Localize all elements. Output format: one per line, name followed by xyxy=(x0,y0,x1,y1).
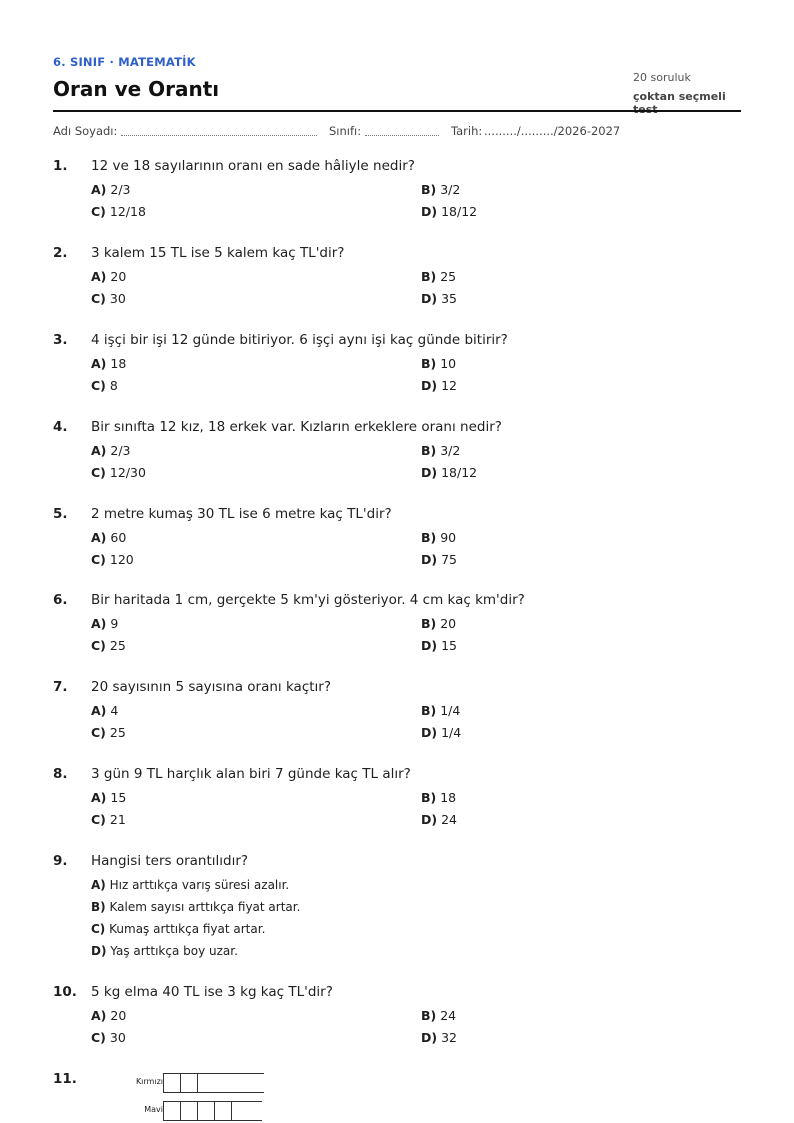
option-letter: C) xyxy=(91,291,106,306)
option-b[interactable] xyxy=(421,356,456,371)
question-count: 20 soruluk xyxy=(633,71,691,84)
option-letter: B) xyxy=(421,1008,437,1023)
option-b[interactable] xyxy=(91,900,300,914)
option-d[interactable] xyxy=(421,1030,457,1045)
option-letter: D) xyxy=(421,204,438,219)
option-text: 15 xyxy=(441,638,457,653)
option-letter: A) xyxy=(91,1008,107,1023)
question-text: 3 gün 9 TL harçlık alan biri 7 günde kaç TL alır? xyxy=(91,766,411,782)
question-text: 2 metre kumaş 30 TL ise 6 metre kaç TL'dir? xyxy=(91,506,392,522)
option-text: 20 xyxy=(110,1008,127,1023)
question-number: 6. xyxy=(53,592,68,608)
class-field[interactable] xyxy=(365,135,439,136)
option-d[interactable] xyxy=(421,378,457,393)
test-type: çoktan seçmeli xyxy=(633,90,726,103)
question-number: 11. xyxy=(53,1071,77,1087)
option-letter: A) xyxy=(91,530,107,545)
bar-cell xyxy=(164,1102,181,1120)
option-text: 3/2 xyxy=(440,443,461,458)
option-text: 25 xyxy=(109,638,126,653)
option-c[interactable] xyxy=(91,725,126,740)
option-text: 15 xyxy=(110,790,127,805)
option-b[interactable] xyxy=(421,1008,456,1023)
option-letter: D) xyxy=(421,291,438,306)
option-text: 4 xyxy=(110,703,119,718)
question-text: Hangisi ters orantılıdır? xyxy=(91,853,249,869)
option-a[interactable] xyxy=(91,878,289,892)
option-a[interactable] xyxy=(91,1008,126,1023)
option-text: 12/30 xyxy=(109,465,146,480)
bar-row-red xyxy=(113,1073,273,1093)
option-text: 20 xyxy=(110,269,127,284)
option-a[interactable] xyxy=(91,182,131,197)
option-d[interactable] xyxy=(421,638,457,653)
option-text: Hız arttıkça varış süresi azalır. xyxy=(109,878,290,892)
option-c[interactable] xyxy=(91,1030,126,1045)
class-label: Sınıfı: xyxy=(329,124,362,138)
bar-cell xyxy=(181,1074,198,1092)
option-d[interactable] xyxy=(421,552,457,567)
option-letter: A) xyxy=(91,269,107,284)
option-d[interactable] xyxy=(421,465,477,480)
header-divider xyxy=(53,110,741,112)
option-text: 3/2 xyxy=(440,182,461,197)
date-field[interactable]: ........./........./2026-2027 xyxy=(484,124,621,138)
option-letter: C) xyxy=(91,638,106,653)
option-text: Kumaş arttıkça fiyat artar. xyxy=(109,922,266,936)
option-c[interactable] xyxy=(91,291,126,306)
option-text: 25 xyxy=(440,269,457,284)
bar-empty-space xyxy=(198,1074,264,1092)
question-text: 3 kalem 15 TL ise 5 kalem kaç TL'dir? xyxy=(91,245,345,261)
option-text: 18/12 xyxy=(441,204,478,219)
bar-label: Mavi xyxy=(144,1105,163,1114)
page-title: Oran ve Orantı xyxy=(53,77,220,101)
option-letter: A) xyxy=(91,182,107,197)
option-letter: B) xyxy=(421,616,437,631)
question-text: 12 ve 18 sayılarının oranı en sade hâliyle nedir? xyxy=(91,158,415,174)
option-a[interactable] xyxy=(91,790,126,805)
option-letter: D) xyxy=(421,638,438,653)
bar-cell xyxy=(164,1074,181,1092)
name-field[interactable] xyxy=(121,135,317,136)
option-letter: B) xyxy=(421,790,437,805)
option-text: 1/4 xyxy=(440,703,461,718)
option-text: 30 xyxy=(109,291,126,306)
question-text: 4 işçi bir işi 12 günde bitiriyor. 6 işçi aynı işi kaç günde bitirir? xyxy=(91,332,508,348)
bar-cell xyxy=(198,1102,215,1120)
option-c[interactable] xyxy=(91,378,118,393)
option-text: 1/4 xyxy=(441,725,462,740)
option-text: 18 xyxy=(440,790,457,805)
option-text: 120 xyxy=(109,552,134,567)
option-letter: C) xyxy=(91,812,106,827)
option-a[interactable] xyxy=(91,269,126,284)
worksheet-page xyxy=(53,0,741,1123)
option-letter: A) xyxy=(91,703,107,718)
option-letter: C) xyxy=(91,552,106,567)
bar-cells xyxy=(163,1101,262,1121)
option-b[interactable] xyxy=(421,703,460,718)
option-c[interactable] xyxy=(91,638,126,653)
option-b[interactable] xyxy=(421,269,456,284)
option-letter: C) xyxy=(91,465,106,480)
option-text: 21 xyxy=(109,812,126,827)
option-letter: D) xyxy=(421,378,438,393)
option-letter: C) xyxy=(91,378,106,393)
option-letter: A) xyxy=(91,443,107,458)
option-letter: B) xyxy=(421,356,437,371)
option-a[interactable] xyxy=(91,616,118,631)
option-text: 24 xyxy=(441,812,457,827)
question-text: Bir haritada 1 cm, gerçekte 5 km'yi gösteriyor. 4 cm kaç km'dir? xyxy=(91,592,525,608)
option-letter: B) xyxy=(421,182,437,197)
option-c[interactable] xyxy=(91,812,126,827)
option-c[interactable] xyxy=(91,465,146,480)
option-letter: D) xyxy=(421,812,438,827)
option-letter: B) xyxy=(91,900,106,914)
option-letter: A) xyxy=(91,790,107,805)
option-b[interactable] xyxy=(421,443,460,458)
option-d[interactable] xyxy=(421,725,461,740)
option-text: 18 xyxy=(110,356,127,371)
option-text: 12/18 xyxy=(109,204,146,219)
option-text: 75 xyxy=(441,552,457,567)
option-d[interactable] xyxy=(421,204,477,219)
question-number: 5. xyxy=(53,506,68,522)
option-text: 2/3 xyxy=(110,443,131,458)
option-letter: B) xyxy=(421,269,437,284)
option-b[interactable] xyxy=(421,182,460,197)
option-letter: A) xyxy=(91,356,107,371)
option-letter: D) xyxy=(91,944,107,958)
option-text: 10 xyxy=(440,356,457,371)
question-number: 2. xyxy=(53,245,68,261)
subject-label: 6. SINIF · MATEMATİK xyxy=(53,55,196,69)
option-letter: D) xyxy=(421,552,438,567)
student-info-row xyxy=(53,124,741,140)
option-d[interactable] xyxy=(91,944,238,958)
option-c[interactable] xyxy=(91,204,146,219)
option-letter: C) xyxy=(91,1030,106,1045)
option-text: 2/3 xyxy=(110,182,131,197)
option-a[interactable] xyxy=(91,530,126,545)
option-letter: D) xyxy=(421,725,438,740)
option-letter: A) xyxy=(91,878,106,892)
option-a[interactable] xyxy=(91,703,118,718)
option-b[interactable] xyxy=(421,790,456,805)
option-text: 60 xyxy=(110,530,127,545)
question-number: 3. xyxy=(53,332,68,348)
option-text: Kalem sayısı arttıkça fiyat artar. xyxy=(109,900,301,914)
option-text: 24 xyxy=(440,1008,457,1023)
option-letter: B) xyxy=(421,530,437,545)
question-number: 8. xyxy=(53,766,68,782)
bar-label: Kırmızı xyxy=(135,1077,163,1086)
question-number: 1. xyxy=(53,158,68,174)
question-number: 4. xyxy=(53,419,68,435)
option-letter: B) xyxy=(421,703,437,718)
option-letter: D) xyxy=(421,1030,438,1045)
option-c[interactable] xyxy=(91,552,134,567)
option-text: 25 xyxy=(109,725,126,740)
option-text: 18/12 xyxy=(441,465,478,480)
option-text: 30 xyxy=(109,1030,126,1045)
bar-cells xyxy=(163,1073,264,1093)
question-text: 20 sayısının 5 sayısına oranı kaçtır? xyxy=(91,679,332,695)
name-label: Adı Soyadı: xyxy=(53,124,118,138)
option-text: 8 xyxy=(109,378,118,393)
question-number: 9. xyxy=(53,853,68,869)
question-text: Bir sınıfta 12 kız, 18 erkek var. Kızların erkeklere oranı nedir? xyxy=(91,419,502,435)
option-letter: C) xyxy=(91,922,106,936)
option-text: 90 xyxy=(440,530,457,545)
option-text: 35 xyxy=(441,291,457,306)
option-c[interactable] xyxy=(91,922,265,936)
option-letter: A) xyxy=(91,616,107,631)
option-letter: C) xyxy=(91,204,106,219)
bar-cell xyxy=(215,1102,232,1120)
option-text: Yaş arttıkça boy uzar. xyxy=(110,944,238,958)
option-text: 32 xyxy=(441,1030,457,1045)
bar-cell xyxy=(181,1102,198,1120)
option-text: 9 xyxy=(110,616,119,631)
question-number: 10. xyxy=(53,984,77,1000)
option-text: 20 xyxy=(440,616,457,631)
option-d[interactable] xyxy=(421,291,457,306)
option-letter: B) xyxy=(421,443,437,458)
option-a[interactable] xyxy=(91,356,126,371)
question-text: 5 kg elma 40 TL ise 3 kg kaç TL'dir? xyxy=(91,984,333,1000)
date-label: Tarih: xyxy=(451,124,483,138)
option-text: 12 xyxy=(441,378,457,393)
bar-row-blue xyxy=(113,1101,273,1121)
option-a[interactable] xyxy=(91,443,131,458)
option-b[interactable] xyxy=(421,530,456,545)
option-letter: D) xyxy=(421,465,438,480)
option-d[interactable] xyxy=(421,812,457,827)
question-number: 7. xyxy=(53,679,68,695)
option-b[interactable] xyxy=(421,616,456,631)
option-letter: C) xyxy=(91,725,106,740)
bar-empty-space xyxy=(232,1102,262,1120)
